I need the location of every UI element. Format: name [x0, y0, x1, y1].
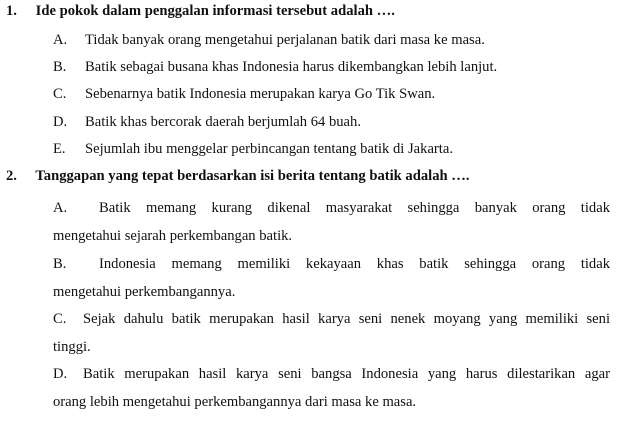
- question-2-prompt: Tanggapan yang tepat berdasarkan isi berita tentang batik adalah ….: [35, 168, 470, 184]
- option-letter: A.: [53, 32, 68, 48]
- option-text: Sejumlah ibu menggelar perbincangan tentang batik di Jakarta.: [85, 141, 453, 157]
- question-1-prompt: Ide pokok dalam penggalan informasi tersebut adalah ….: [35, 3, 395, 19]
- option-letter: C.: [53, 311, 67, 327]
- option-text-line-1: Indonesia memang memiliki kekayaan khas batik sehingga orang tidak: [99, 256, 610, 272]
- option-letter: B.: [53, 59, 67, 75]
- question-2-option-a: [53, 194, 610, 250]
- question-1-option-b: [53, 58, 497, 76]
- option-letter: D.: [53, 366, 68, 382]
- option-text: Sebenarnya batik Indonesia merupakan karya Go Tik Swan.: [85, 86, 436, 102]
- option-line-1: [53, 250, 610, 278]
- question-2: [6, 167, 634, 185]
- question-1-option-d: [53, 113, 361, 131]
- option-text: Batik khas bercorak daerah berjumlah 64 buah.: [85, 114, 361, 130]
- option-text-line-2: orang lebih mengetahui perkembangannya dari masa ke masa.: [53, 394, 417, 410]
- option-letter: A.: [53, 200, 68, 216]
- question-1-number: 1.: [6, 3, 17, 19]
- option-text-line-1: Batik memang kurang dikenal masyarakat sehingga banyak orang tidak: [99, 200, 610, 216]
- option-letter: C.: [53, 86, 67, 102]
- option-letter: B.: [53, 256, 67, 272]
- option-line-1: [53, 305, 610, 333]
- option-text: Batik sebagai busana khas Indonesia harus dikembangkan lebih lanjut.: [85, 59, 498, 75]
- question-1-option-e: [53, 140, 453, 158]
- question-1-option-a: [53, 31, 485, 49]
- option-letter: D.: [53, 114, 68, 130]
- question-1-option-c: [53, 85, 435, 103]
- option-text: Tidak banyak orang mengetahui perjalanan batik dari masa ke masa.: [85, 32, 485, 48]
- question-2-number: 2.: [6, 168, 17, 184]
- option-text-line-1: Batik merupakan hasil karya seni bangsa Indonesia yang harus dilestarikan agar: [83, 366, 610, 382]
- question-2-option-c: [53, 305, 610, 361]
- option-text-line-1: Sejak dahulu batik merupakan hasil karya seni nenek moyang yang memiliki seni: [83, 311, 610, 327]
- option-letter: E.: [53, 141, 66, 157]
- option-text-line-2: mengetahui sejarah perkembangan batik.: [53, 228, 293, 244]
- question-2-option-d: [53, 360, 610, 416]
- option-text-line-2: mengetahui perkembangannya.: [53, 284, 236, 300]
- question-2-option-b: [53, 250, 610, 306]
- option-line-1: [53, 194, 610, 222]
- question-1: [6, 2, 634, 20]
- option-text-line-2: tinggi.: [53, 339, 91, 355]
- option-line-1: [53, 360, 610, 388]
